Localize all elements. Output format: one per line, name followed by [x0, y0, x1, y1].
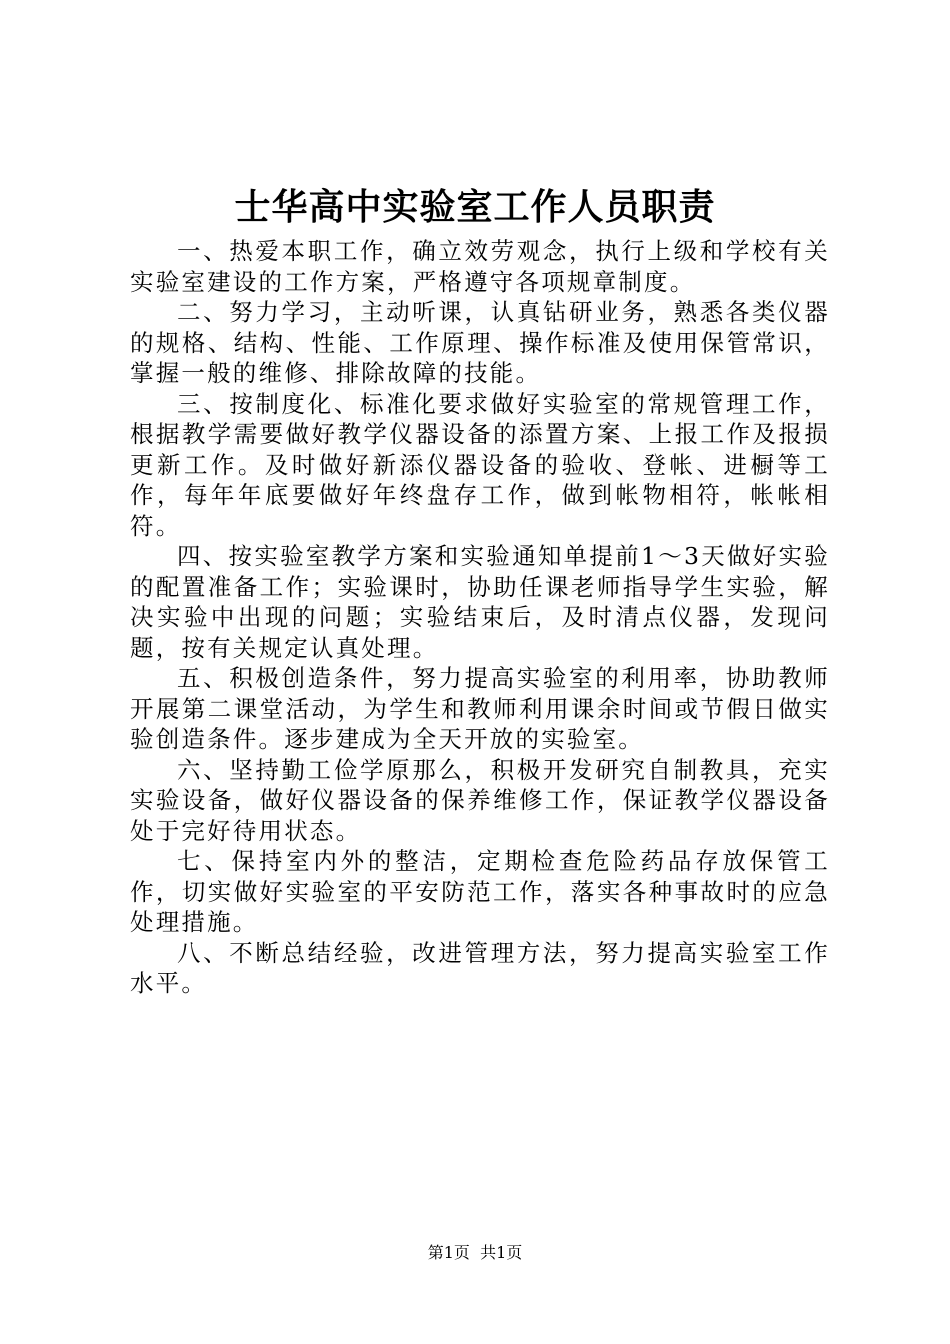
paragraph-8: 八、不断总结经验，改进管理方法，努力提高实验室工作水平。 [130, 938, 830, 997]
page-footer [0, 1241, 950, 1265]
footer-separator [470, 1243, 480, 1262]
paragraph-7: 七、保持室内外的整洁，定期检查危险药品存放保管工作，切实做好实验室的平安防范工作，落实各种事故时的应急处理措施。 [130, 847, 830, 936]
paragraph-5: 五、积极创造条件，努力提高实验室的利用率，协助教师开展第二课堂活动，为学生和教师利用课余时间或节假日做实验创造条件。逐步建成为全天开放的实验室。 [130, 664, 830, 753]
page-number: 第1页 [427, 1243, 470, 1262]
paragraph-3: 三、按制度化、标准化要求做好实验室的常规管理工作，根据教学需要做好教学仪器设备的添置方案、上报工作及报损更新工作。及时做好新添仪器设备的验收、登帐、进橱等工作，每年年底要做好年终盘存工作，做到帐物相符，帐帐相符。 [130, 389, 830, 540]
paragraph-1: 一、热爱本职工作，确立效劳观念，执行上级和学校有关实验室建设的工作方案，严格遵守各项规章制度。 [130, 237, 830, 296]
paragraph-4: 四、按实验室教学方案和实验通知单提前1～3天做好实验的配置准备工作；实验课时，协助任课老师指导学生实验，解决实验中出现的问题；实验结束后，及时清点仪器，发现问题，按有关规定认真处理。 [130, 542, 830, 662]
paragraph-2: 二、努力学习，主动听课，认真钻研业务，熟悉各类仪器的规格、结构、性能、工作原理、操作标准及使用保管常识，掌握一般的维修、排除故障的技能。 [130, 298, 830, 387]
page-total: 共1页 [480, 1243, 523, 1262]
paragraph-6: 六、坚持勤工俭学原那么，积极开发研究自制教具，充实实验设备，做好仪器设备的保养维修工作，保证教学仪器设备处于完好待用状态。 [130, 755, 830, 845]
document-title: 士华高中实验室工作人员职责 [234, 186, 716, 228]
document-body [130, 236, 830, 999]
